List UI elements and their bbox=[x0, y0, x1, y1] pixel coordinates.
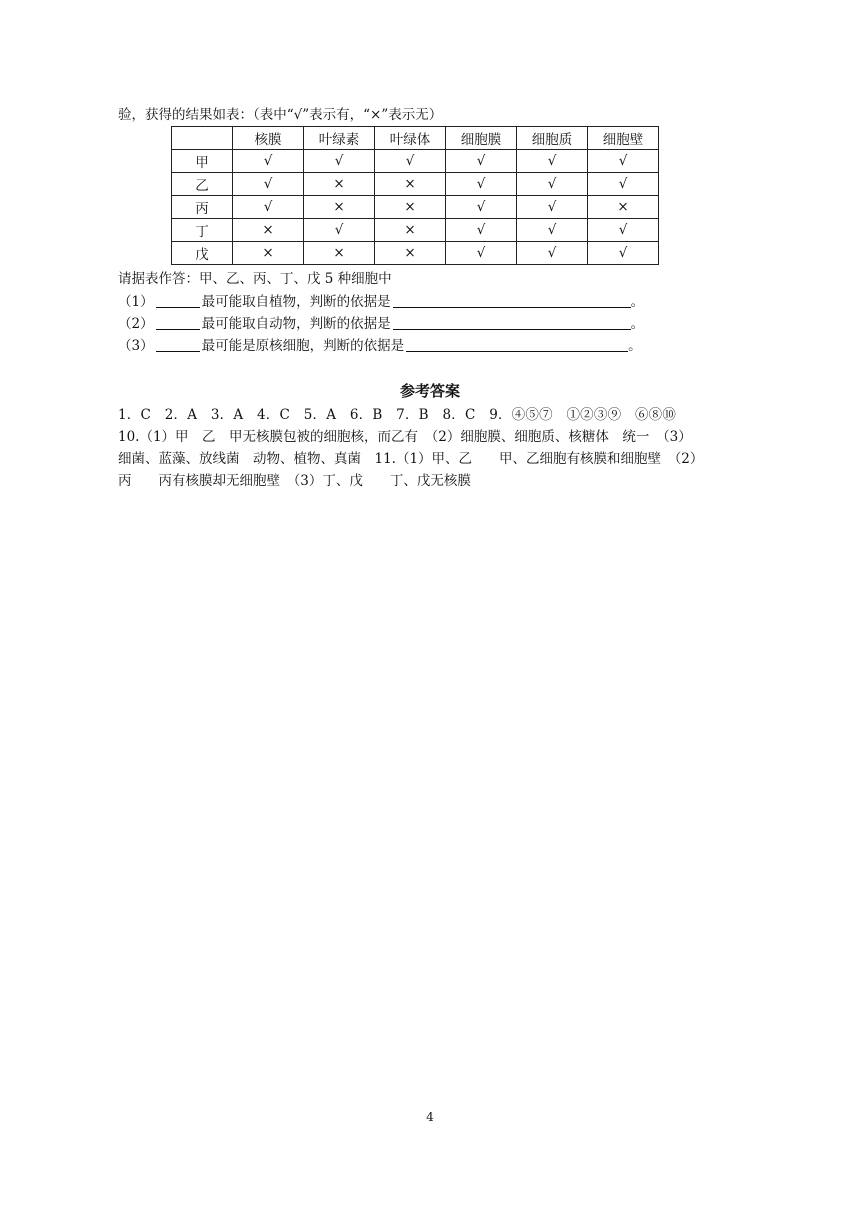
intro-text: 验，获得的结果如表：（表中“√”表示有，“×”表示无） bbox=[118, 107, 443, 123]
table-cell: √ bbox=[517, 219, 588, 242]
answers-heading: 参考答案 bbox=[399, 382, 460, 400]
table-cell: √ bbox=[233, 173, 304, 196]
answer-blank-long bbox=[406, 336, 628, 352]
column-header: 核膜 bbox=[233, 127, 304, 150]
table-cell: √ bbox=[588, 219, 659, 242]
table-cell: √ bbox=[517, 173, 588, 196]
table-corner-cell bbox=[172, 127, 233, 150]
answers-line-2: 10.（1）甲 乙 甲无核膜包被的细胞核，而乙有 （2）细胞膜、细胞质、核糖体 统一 （3） bbox=[118, 429, 692, 445]
question-text: 最可能取自动物，判断的依据是 bbox=[201, 316, 391, 332]
answer-blank-short bbox=[156, 314, 200, 330]
row-label: 甲 bbox=[172, 150, 233, 173]
answers-line-4: 丙 丙有核膜却无细胞壁 （3）丁、戊 丁、戊无核膜 bbox=[118, 473, 471, 489]
table-cell: √ bbox=[233, 196, 304, 219]
question-end: 。 bbox=[630, 294, 645, 310]
answer-blank-long bbox=[393, 314, 631, 330]
question-end: 。 bbox=[630, 316, 645, 332]
answers-line-1: 1．C 2．A 3．A 4．C 5．A 6．B 7．B 8．C 9．④⑤⑦ ①②③⑨ ⑥⑧⑩ bbox=[118, 407, 677, 423]
table-cell: × bbox=[375, 242, 446, 265]
table-cell: √ bbox=[517, 150, 588, 173]
question-text: 最可能取自植物，判断的依据是 bbox=[201, 294, 391, 310]
table-cell: × bbox=[375, 196, 446, 219]
table-cell: √ bbox=[446, 242, 517, 265]
answer-blank-short bbox=[156, 336, 200, 352]
table-cell: × bbox=[304, 196, 375, 219]
page-number: 4 bbox=[426, 1110, 434, 1124]
question-number: （1） bbox=[118, 294, 154, 310]
question-text: 最可能是原核细胞，判断的依据是 bbox=[201, 338, 405, 354]
row-label: 丁 bbox=[172, 219, 233, 242]
answers-line-3: 细菌、蓝藻、放线菌 动物、植物、真菌 11.（1）甲、乙 甲、乙细胞有核膜和细胞壁 （2） bbox=[118, 451, 704, 467]
table-header-row bbox=[172, 127, 659, 150]
table-cell: √ bbox=[304, 150, 375, 173]
table-cell: × bbox=[233, 219, 304, 242]
table-cell: √ bbox=[233, 150, 304, 173]
row-label: 戊 bbox=[172, 242, 233, 265]
column-header: 叶绿体 bbox=[375, 127, 446, 150]
row-label: 丙 bbox=[172, 196, 233, 219]
column-header: 细胞膜 bbox=[446, 127, 517, 150]
table-cell: × bbox=[304, 242, 375, 265]
table-row bbox=[172, 173, 659, 196]
table-cell: √ bbox=[588, 242, 659, 265]
table-cell: √ bbox=[446, 173, 517, 196]
table-row bbox=[172, 150, 659, 173]
question-number: （2） bbox=[118, 316, 154, 332]
answer-blank-long bbox=[393, 292, 631, 308]
column-header: 叶绿素 bbox=[304, 127, 375, 150]
table-cell: × bbox=[375, 173, 446, 196]
question-3 bbox=[118, 335, 642, 357]
question-prompt: 请据表作答：甲、乙、丙、丁、戊 5 种细胞中 bbox=[118, 271, 392, 287]
column-header: 细胞壁 bbox=[588, 127, 659, 150]
table-cell: √ bbox=[588, 173, 659, 196]
table-cell: √ bbox=[446, 150, 517, 173]
table-cell: × bbox=[233, 242, 304, 265]
table-cell: √ bbox=[517, 242, 588, 265]
table-row bbox=[172, 242, 659, 265]
question-2 bbox=[118, 313, 644, 335]
table-row bbox=[172, 196, 659, 219]
table-cell: √ bbox=[588, 150, 659, 173]
table-row bbox=[172, 219, 659, 242]
column-header: 细胞质 bbox=[517, 127, 588, 150]
answer-blank-short bbox=[156, 292, 200, 308]
table-cell: √ bbox=[446, 219, 517, 242]
table-cell: √ bbox=[304, 219, 375, 242]
table-cell: × bbox=[588, 196, 659, 219]
table-cell: √ bbox=[375, 150, 446, 173]
question-number: （3） bbox=[118, 338, 154, 354]
question-end: 。 bbox=[628, 338, 642, 354]
table-cell: × bbox=[304, 173, 375, 196]
question-1 bbox=[118, 291, 644, 313]
table-cell: √ bbox=[517, 196, 588, 219]
cell-structure-table bbox=[171, 126, 659, 265]
table-cell: √ bbox=[446, 196, 517, 219]
row-label: 乙 bbox=[172, 173, 233, 196]
table-cell: × bbox=[375, 219, 446, 242]
